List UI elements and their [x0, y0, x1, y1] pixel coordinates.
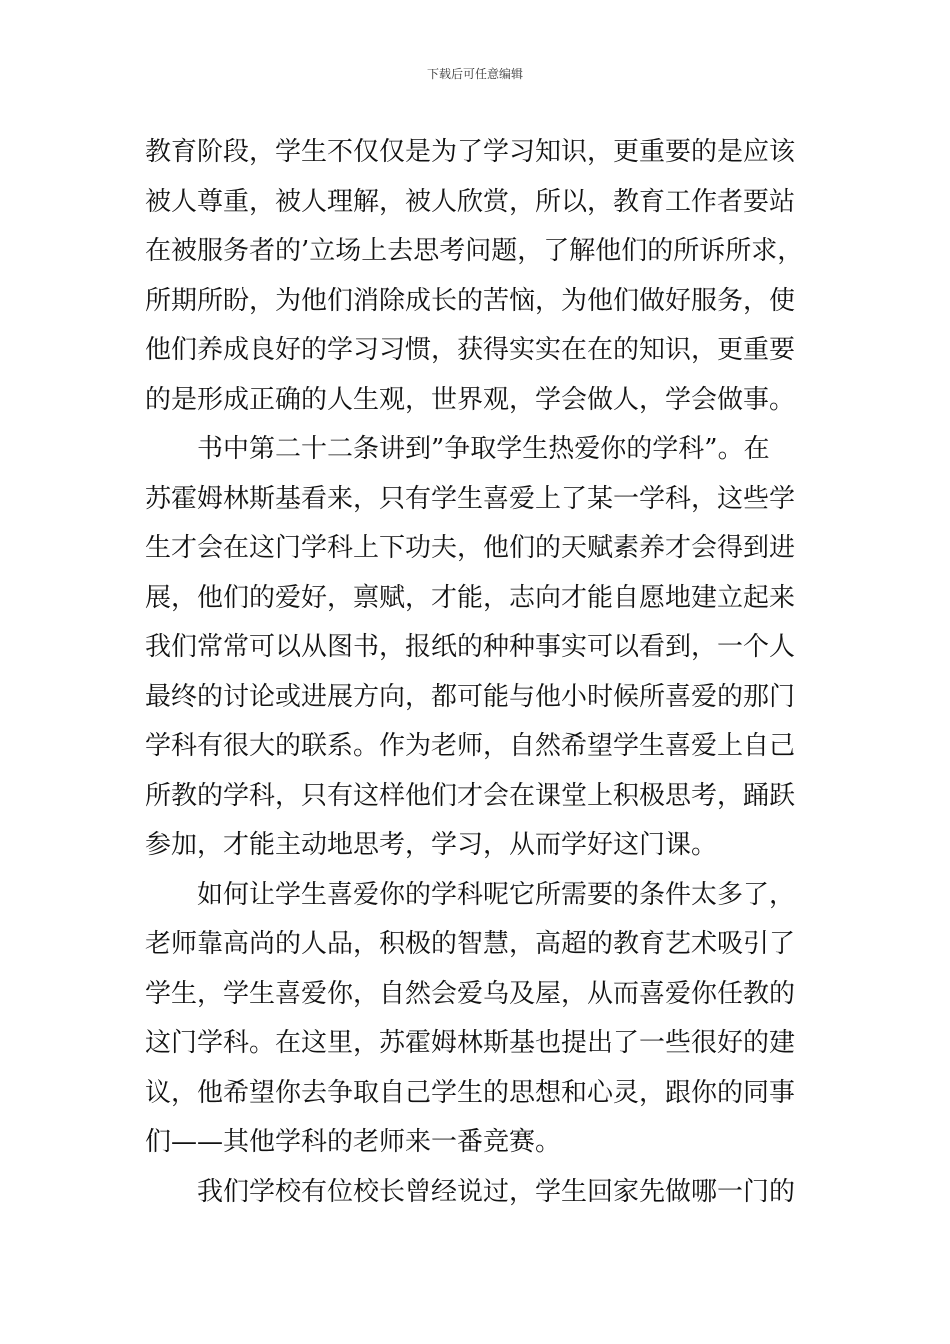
paragraph-first-line: 我们学校有位校长曾经说过，学生回家先做哪一门的 — [197, 1176, 796, 1207]
text-line: 教育阶段，学生不仅仅是为了学习知识，更重要的是应该 — [145, 137, 796, 167]
paragraph-first-line: 如何让学生喜爱你的学科呢它所需要的条件太多了， — [197, 879, 796, 910]
page-header: 下载后可任意编辑 — [426, 67, 523, 81]
text-line: 学生，学生喜爱你，自然会爱乌及屋，从而喜爱你任教的 — [145, 978, 796, 1009]
text-line: 我们常常可以从图书，报纸的种种事实可以看到，一个人 — [145, 632, 796, 662]
text-line: 他们养成良好的学习习惯，获得实实在在的知识，更重要 — [145, 335, 796, 365]
text-line: 苏霍姆林斯基看来，只有学生喜爱上了某一学科，这些学 — [145, 483, 796, 514]
text-line: 被人尊重，被人理解，被人欣赏，所以，教育工作者要站 — [145, 186, 796, 217]
text-line: 所教的学科，只有这样他们才会在课堂上积极思考，踊跃 — [145, 780, 796, 811]
text-line: 参加，才能主动地思考，学习，从而学好这门课。 — [145, 830, 718, 860]
text-line: 们——其他学科的老师来一番竞赛。 — [145, 1127, 562, 1157]
text-line: 最终的讨论或进展方向，都可能与他小时候所喜爱的那门 — [145, 681, 796, 712]
text-line: 在被服务者的’立场上去思考问题，了解他们的所诉所求， — [145, 236, 804, 266]
text-line: 所期所盼，为他们消除成长的苦恼，为他们做好服务，使 — [145, 285, 796, 316]
text-line: 生才会在这门学科上下功夫，他们的天赋素养才会得到进 — [145, 533, 796, 563]
document-body — [145, 128, 825, 1217]
text-line: 的是形成正确的人生观，世界观，学会做人，学会做事。 — [145, 384, 796, 415]
text-line: 这门学科。在这里，苏霍姆林斯基也提出了一些很好的建 — [145, 1028, 796, 1058]
text-line: 老师靠高尚的人品，积极的智慧，高超的教育艺术吸引了 — [145, 929, 796, 959]
text-line: 展，他们的爱好，禀赋，才能，志向才能自愿地建立起来 — [145, 582, 796, 613]
paragraph-first-line: 书中第二十二条讲到”争取学生热爱你的学科”。在 — [197, 434, 770, 464]
text-line: 议，他希望你去争取自己学生的思想和心灵，跟你的同事 — [145, 1077, 796, 1108]
text-line: 学科有很大的联系。作为老师，自然希望学生喜爱上自己 — [145, 731, 796, 761]
